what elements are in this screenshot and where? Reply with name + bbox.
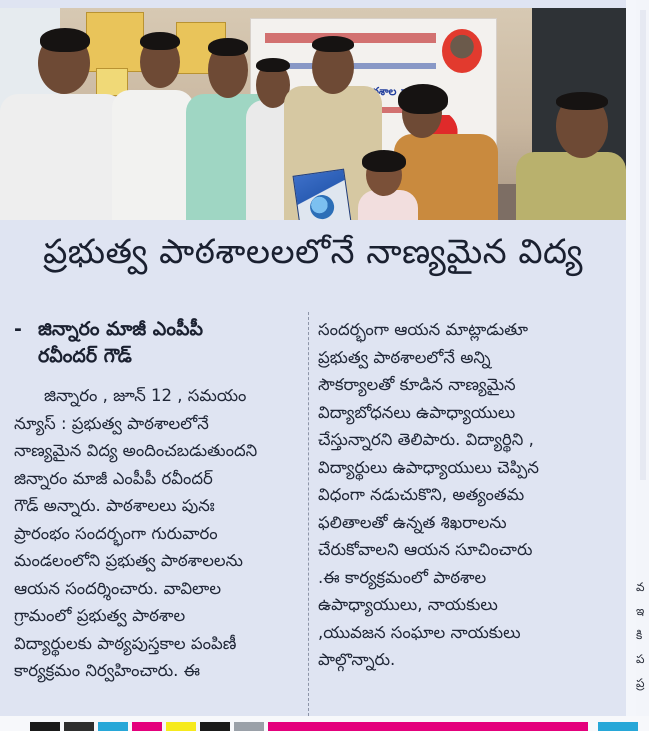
color-swatch	[132, 722, 162, 731]
color-swatch	[30, 722, 60, 731]
body-line: విధంగా నడుచుకొని, అత్యంతమ	[318, 485, 525, 504]
wall-chart	[86, 12, 144, 72]
column-divider	[308, 312, 309, 716]
event-photo	[0, 8, 626, 220]
color-swatch	[166, 722, 196, 731]
body-line: గ్రామంలో ప్రభుత్వ పాఠశాల	[14, 606, 186, 625]
body-line: విద్యార్థులు ఉపాధ్యాయులు చెప్పిన	[318, 457, 539, 477]
adjacent-column-fragment	[636, 0, 649, 716]
body-line: జిన్నారం , జూన్ 12 , సమయం	[44, 386, 247, 405]
article-body-right	[318, 316, 618, 674]
byline-line: - జిన్నారం మాజీ ఎంపీపీ	[14, 316, 294, 343]
article-body-left	[14, 382, 304, 685]
color-swatch	[234, 722, 264, 731]
byline-dash: -	[14, 318, 22, 340]
headline: ప్రభుత్వ పాఠశాలలలోనే నాణ్యమైన విద్య	[43, 232, 583, 272]
body-line: .ఈ కార్యక్రమంలో పాఠశాల	[318, 567, 487, 587]
body-line: చేస్తున్నారని తెలిపారు. విద్యార్థిని ,	[318, 430, 534, 449]
textbook	[292, 169, 351, 220]
byline	[14, 316, 294, 370]
fragment-text: ప	[636, 652, 645, 666]
color-swatch	[200, 722, 230, 731]
color-swatch	[64, 722, 94, 731]
body-line: మండలంలోని ప్రభుత్వ పాఠశాలలను	[14, 551, 243, 570]
body-line: కార్యక్రమం నిర్వహించారు. ఈ	[14, 661, 201, 680]
body-line: ప్రారంభం సందర్భంగా గురువారం	[14, 523, 218, 543]
body-line: ప్రభుత్వ పాఠశాలలోనే అన్ని	[318, 347, 491, 367]
body-line: ఉపాధ్యాయులు, నాయకులు	[318, 595, 498, 614]
byline-line: రవీందర్ గౌడ్	[38, 345, 132, 367]
body-line: గౌడ్ అన్నారు. పాఠశాలలు పునః	[14, 496, 215, 515]
body-line: న్యూస్ : ప్రభుత్వ పాఠశాలలోనే	[14, 413, 209, 433]
print-color-bar	[0, 716, 649, 731]
body-line: సందర్భంగా ఆయన మాట్లాడుతూ	[318, 320, 529, 339]
fragment-text: ఇ	[636, 604, 645, 618]
body-line: ఆయన సందర్శించారు. వావిలాల	[14, 578, 222, 598]
color-swatch	[268, 722, 588, 731]
body-line: జిన్నారం మాజీ ఎంపీపీ రవీందర్	[14, 468, 213, 488]
adjacent-column-rule	[640, 10, 646, 480]
leader-portrait	[442, 29, 482, 73]
body-line: ,యువజన సంఘాల నాయకులు	[318, 622, 521, 642]
body-line: ఫలితాలతో ఉన్నత శిఖరాలను	[318, 512, 507, 532]
body-line: విద్యాబోధనలు ఉపాధ్యాయులు	[318, 402, 516, 422]
globe-illustration	[309, 194, 336, 220]
banner-line: పాఠశాల	[361, 85, 397, 98]
fragment-text: వ	[636, 580, 645, 594]
body-line: నాణ్యమైన విద్య అందించబడుతుందని	[14, 441, 258, 460]
body-line: చేరుకోవాలని ఆయన సూచించారు	[318, 540, 533, 559]
color-swatch	[98, 722, 128, 731]
color-swatch	[598, 722, 638, 731]
fragment-text: ప్ర	[636, 676, 645, 690]
fragment-text: కి	[636, 628, 643, 642]
body-line: పాల్గొన్నారు.	[318, 650, 396, 669]
body-line: సౌకర్యాలతో కూడిన నాణ్యమైన	[318, 375, 516, 394]
body-line: విద్యార్థులకు పాఠ్యపుస్తకాల పంపిణీ	[14, 633, 237, 653]
